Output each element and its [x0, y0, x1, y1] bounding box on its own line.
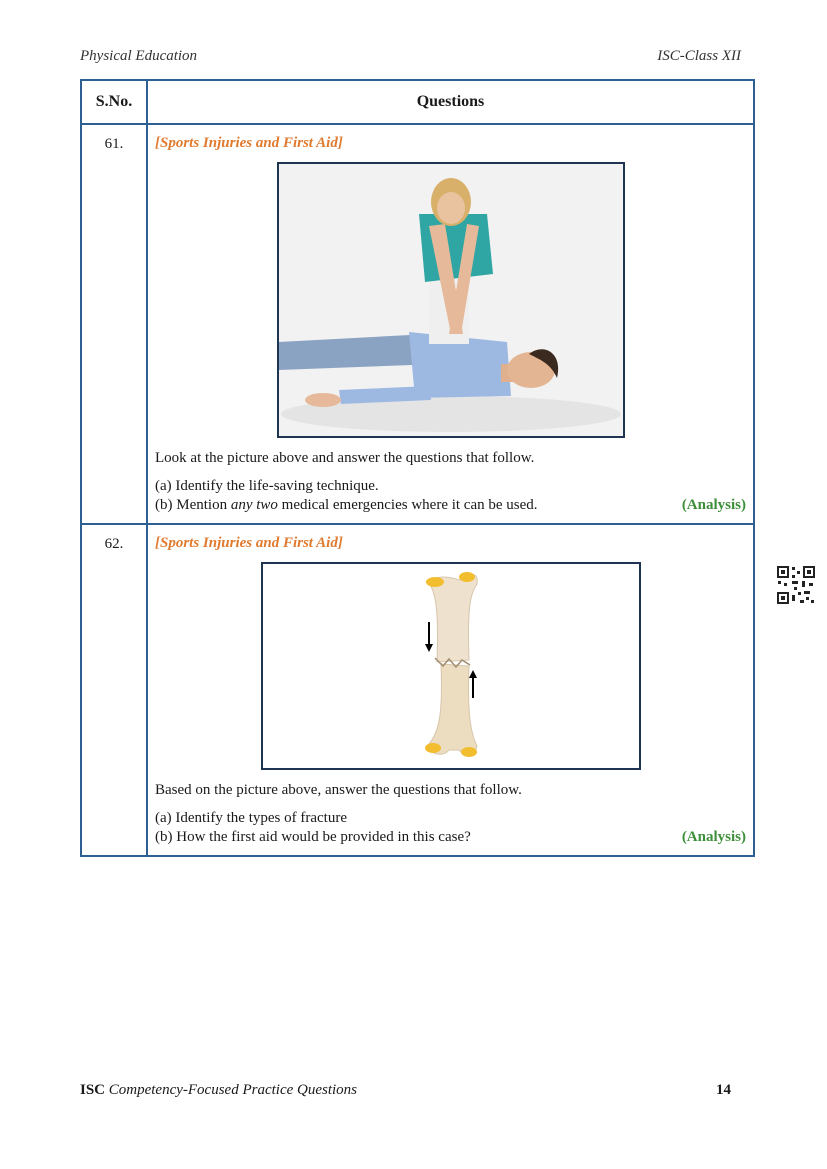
footer-title — [80, 1082, 357, 1099]
sub-questions — [155, 477, 746, 515]
question-cell — [147, 124, 754, 524]
question-topic: [Sports Injuries and First Aid] — [155, 535, 343, 551]
table-header-row — [81, 80, 754, 124]
question-number: 61. — [81, 124, 147, 524]
sub-question-a: (a) Identify the types of fracture — [155, 810, 347, 826]
footer-brand: ISC — [80, 1082, 106, 1098]
cpr-illustration — [279, 164, 623, 436]
qr-code-icon[interactable] — [776, 565, 816, 605]
footer-book-title: Competency-Focused Practice Questions — [108, 1082, 358, 1098]
header-subject: Physical Education — [80, 48, 198, 64]
bone-fracture-illustration — [263, 564, 639, 768]
question-number: 62. — [81, 524, 147, 856]
questions-table — [80, 79, 755, 857]
cognitive-level-badge: (Analysis) — [681, 497, 746, 513]
column-header-sno: S.No. — [81, 80, 147, 124]
question-row-61 — [81, 124, 754, 524]
fracture-image — [261, 562, 641, 770]
question-row-62 — [81, 524, 754, 856]
column-header-questions: Questions — [147, 80, 754, 124]
sub-question-b: (b) Mention any two medical emergencies where it can be used. — [155, 497, 538, 513]
cognitive-level-badge: (Analysis) — [681, 829, 746, 845]
sub-questions — [155, 809, 746, 847]
question-intro: Look at the picture above and answer the questions that follow. — [155, 450, 535, 466]
header-class: ISC-Class XII — [657, 48, 741, 64]
question-cell — [147, 524, 754, 856]
sub-question-b: (b) How the first aid would be provided in this case? — [155, 829, 471, 845]
sub-question-a: (a) Identify the life-saving technique. — [155, 478, 379, 494]
page-number: 14 — [716, 1082, 731, 1098]
question-intro: Based on the picture above, answer the questions that follow. — [155, 782, 522, 798]
cpr-image — [277, 162, 625, 438]
question-topic: [Sports Injuries and First Aid] — [155, 135, 343, 151]
